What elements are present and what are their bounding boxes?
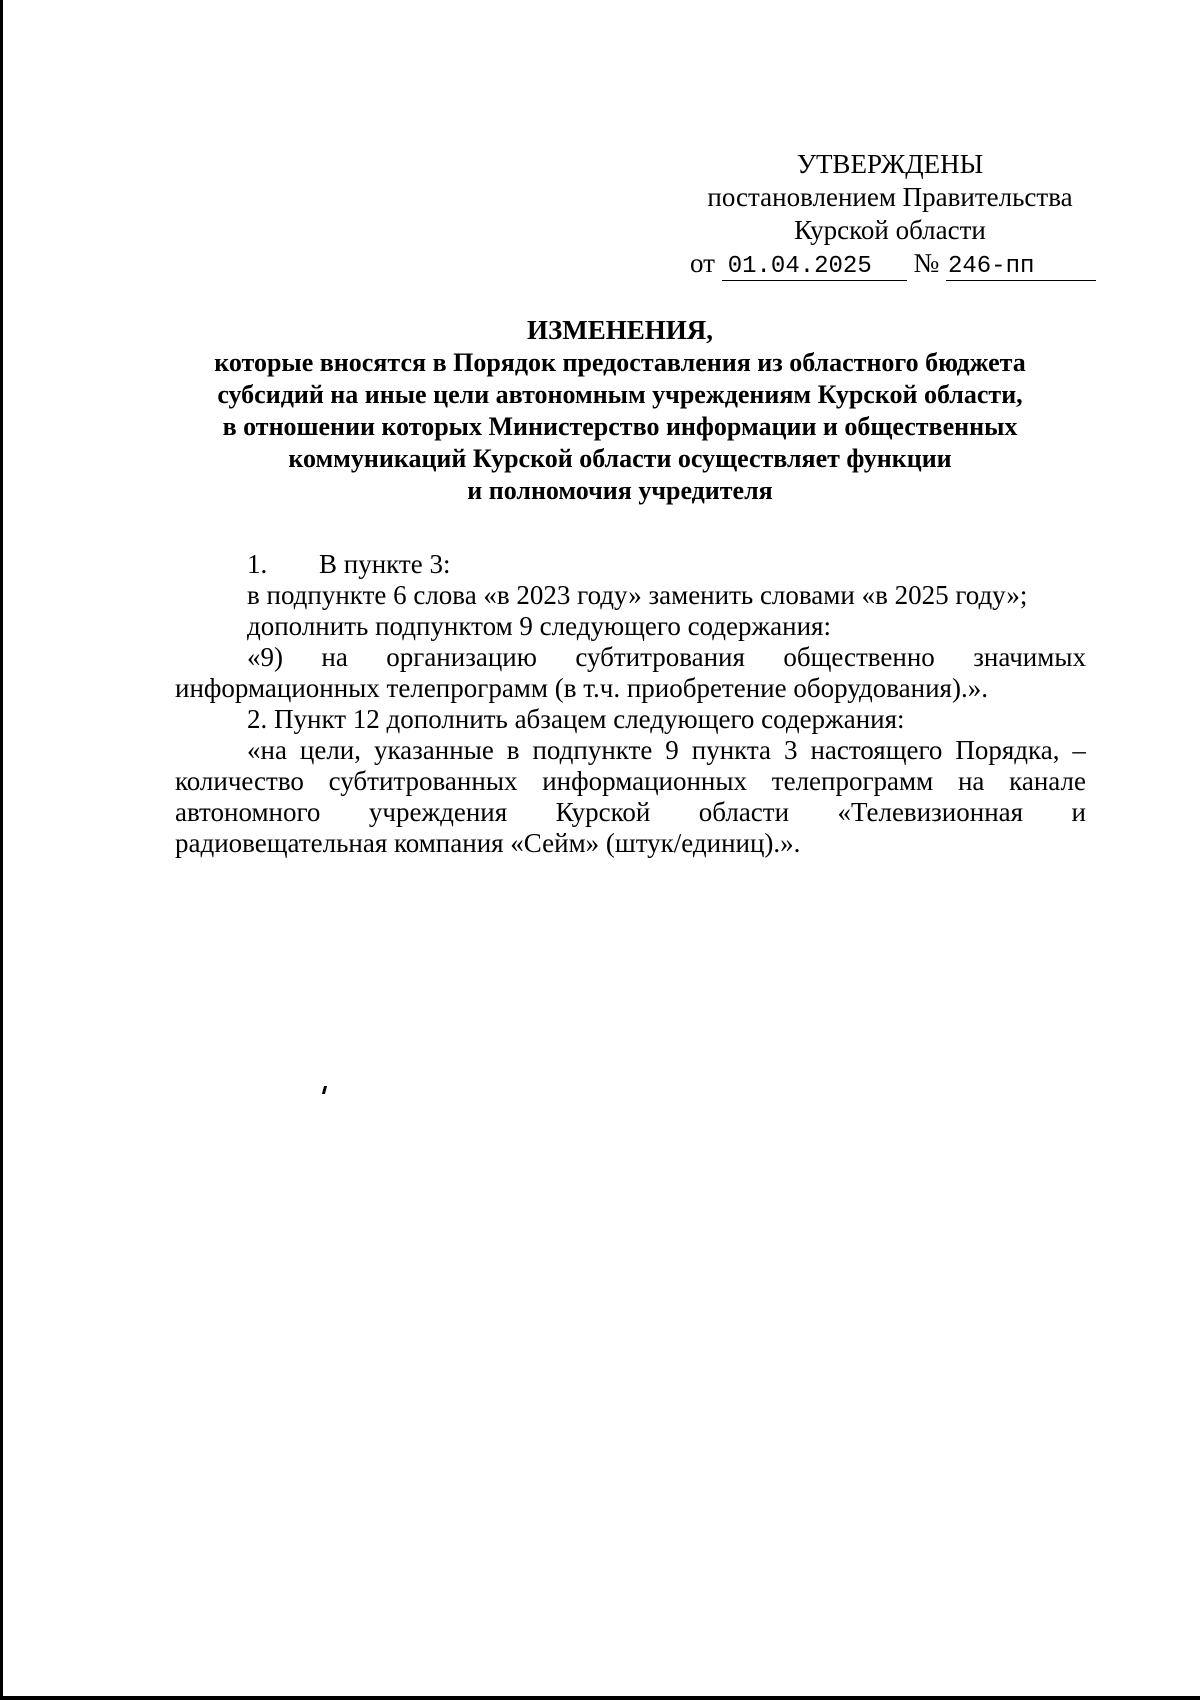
word: и bbox=[1071, 797, 1086, 827]
word: «9) bbox=[247, 642, 283, 672]
word: «Телевизионная bbox=[837, 797, 1024, 827]
from-label: от bbox=[690, 248, 715, 278]
word: пункта bbox=[691, 735, 772, 765]
paragraph-subpoint-6: в подпункте 6 слова «в 2023 году» заменить словами «в 2025 году»; bbox=[247, 580, 1028, 610]
word: Порядка, bbox=[955, 735, 1060, 765]
word: 3 bbox=[783, 735, 798, 765]
new-paragraph-line-4: радиовещательная компания «Сейм» (штук/единиц).». bbox=[175, 828, 801, 858]
word: субтитрованных bbox=[328, 766, 518, 796]
word: количество bbox=[175, 766, 304, 796]
subtitle-line: коммуникаций Курской области осуществляет функции bbox=[288, 444, 952, 473]
approval-line-2: постановлением Правительства bbox=[707, 182, 1073, 212]
word: субтитрования bbox=[575, 642, 745, 672]
scan-speck bbox=[322, 1086, 327, 1094]
number-sign: № bbox=[913, 248, 940, 278]
subtitle-line: субсидий на иные цели автономным учреждениям Курской области, bbox=[217, 380, 1023, 409]
subtitle-line: в отношении которых Министерство информации и общественных bbox=[222, 412, 1018, 441]
word: в bbox=[506, 735, 520, 765]
item-1-text: В пункте 3: bbox=[319, 549, 451, 579]
word: канале bbox=[1009, 766, 1086, 796]
new-paragraph-line-1 bbox=[175, 735, 1086, 766]
word: – bbox=[1072, 735, 1086, 765]
subtitle-line: которые вносятся в Порядок предоставления из областного бюджета bbox=[214, 348, 1026, 377]
subpoint-9-line-1 bbox=[175, 642, 1086, 673]
item-2: 2. Пункт 12 дополнить абзацем следующего содержания: bbox=[247, 704, 905, 734]
word: организацию bbox=[386, 642, 537, 672]
word: цели, bbox=[299, 735, 361, 765]
word: подпункте bbox=[532, 735, 653, 765]
document-title bbox=[160, 314, 1080, 507]
word: области bbox=[698, 797, 790, 827]
word: указанные bbox=[373, 735, 494, 765]
paragraph-add-subpoint-9: дополнить подпунктом 9 следующего содержания: bbox=[247, 611, 831, 641]
word: телепрограмм bbox=[771, 766, 934, 796]
subtitle-line: и полномочия учредителя bbox=[467, 476, 773, 505]
word: «на bbox=[247, 735, 287, 765]
word: Курской bbox=[555, 797, 651, 827]
word: общественно bbox=[783, 642, 935, 672]
scan-bottom-edge bbox=[0, 1696, 1200, 1700]
approval-date: 01.04.2025 bbox=[722, 254, 907, 281]
word: значимых bbox=[973, 642, 1086, 672]
subpoint-9-line-2: информационных телепрограмм (в т.ч. приобретение оборудования).». bbox=[175, 673, 988, 703]
document-reference bbox=[690, 247, 1110, 281]
approval-line-3: Курской области bbox=[794, 215, 986, 245]
new-paragraph-line-3 bbox=[175, 797, 1086, 828]
word: настоящего bbox=[810, 735, 943, 765]
document-body bbox=[175, 549, 1086, 859]
item-1 bbox=[175, 549, 1086, 580]
title-heading: ИЗМЕНЕНИЯ, bbox=[526, 315, 713, 345]
word: на bbox=[957, 766, 985, 796]
approval-stamp bbox=[680, 148, 1100, 281]
scan-left-edge bbox=[0, 0, 3, 1700]
word: на bbox=[321, 642, 348, 672]
word: информационных bbox=[542, 766, 748, 796]
new-paragraph-line-2 bbox=[175, 766, 1086, 797]
word: автономного bbox=[175, 797, 321, 827]
word: учреждения bbox=[368, 797, 508, 827]
approval-number: 246-пп bbox=[946, 254, 1096, 281]
item-1-number: 1. bbox=[247, 549, 268, 579]
word: 9 bbox=[665, 735, 679, 765]
approval-heading: УТВЕРЖДЕНЫ bbox=[796, 149, 984, 179]
